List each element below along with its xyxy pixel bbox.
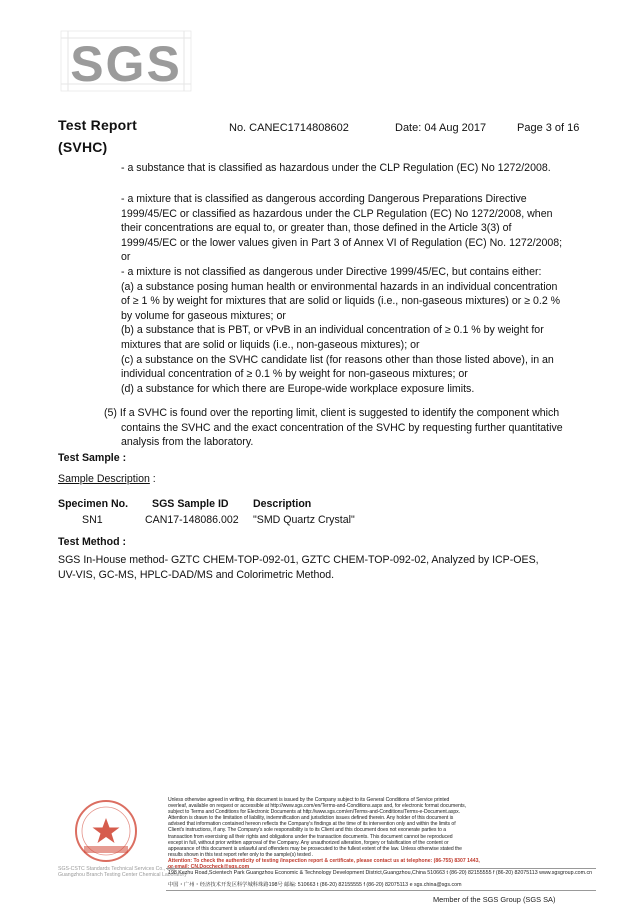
disclaimer-line: except in full, without prior written approval of the Company. Any unauthorized alteration, forgery or falsification of the content or (168, 839, 449, 846)
disclaimer-line: Attention is drawn to the limitation of liability, indemnification and jurisdiction issues defined therein. Any holder of this document is (168, 815, 454, 822)
criteria-line: (a) a substance posing human health or environmental hazards in an individual concentration (121, 280, 558, 293)
disclaimer-line: overleaf, available on request or accessible at http://www.sgs.com/en/Terms-and-Conditions.aspx and, for electronic format documents, (168, 803, 466, 810)
report-number: No. CANEC1714808602 (229, 122, 349, 134)
logo-text: SGS (70, 36, 182, 92)
sample-description-text: Sample Description (58, 473, 150, 485)
test-method-heading: Test Method : (58, 536, 127, 548)
disclaimer-line: transaction from exercising all their rights and obligations under the transaction documents. This document cannot be reproduced (168, 833, 453, 840)
member-line: Member of the SGS Group (SGS SA) (433, 895, 556, 904)
criteria-line: mixtures that are solid or liquids (i.e., non-gaseous mixtures); or (121, 338, 420, 351)
criteria-line: their concentrations are equal to, or greater than, those defined in the Article 3(3) of (121, 222, 512, 235)
criteria-line: 1999/45/EC or classified as hazardous under the CLP Regulation (EC) No 1272/2008, when (121, 207, 553, 220)
disclaimer (168, 797, 588, 870)
attention-email: or email: CN.Doccheck@sgs.com (168, 864, 250, 871)
table-cell-specimen: SN1 (82, 514, 103, 526)
stamp-line: Guangzhou Branch Testing Center Chemical Laboratory (58, 872, 187, 879)
report-date: Date: 04 Aug 2017 (395, 122, 487, 134)
note-5 (104, 406, 594, 450)
col-sgs-sample-id: SGS Sample ID (152, 498, 229, 510)
criteria-line: 1999/45/EC or the lower values given in Part 3 of Annex VI of Regulation (EC) No. 1272/2008; (121, 236, 563, 249)
report-subtitle: (SVHC) (58, 139, 108, 155)
criteria-line: (c) a substance on the SVHC candidate list (for reasons other than those listed above), in an (121, 353, 554, 366)
criteria-line: of ≥ 1 % by weight for mixtures that are solid or liquids (i.e., non-gaseous mixtures) or ≥ 0.2 % (121, 295, 561, 308)
sample-description-colon: : (149, 473, 156, 485)
criteria-line: (b) a substance that is PBT, or vPvB in an individual concentration of ≥ 0.1 % by weight for (121, 324, 544, 337)
criteria-line: or (121, 251, 131, 264)
test-sample-heading: Test Sample : (58, 452, 127, 464)
test-method-line: UV-VIS, GC-MS, HPLC-DAD/MS and Colorimetric Method. (58, 568, 335, 581)
disclaimer-line: results shown in this test report refer only to the sample(s) tested . (168, 851, 314, 858)
sgs-logo (60, 30, 192, 92)
disclaimer-line: Unless otherwise agreed in writing, this document is issued by the Company subject to its General Conditions of Service printed (168, 797, 450, 803)
disclaimer-line: appearance of this document is unlawful and offenders may be prosecuted to the fullest extent of the law. Unless otherwise stated the (168, 845, 462, 852)
criteria-line: - a mixture that is classified as dangerous according Dangerous Preparations Directive (121, 193, 527, 205)
page-number: Page 3 of 16 (517, 122, 580, 134)
company-stamp (56, 798, 156, 864)
criteria-line: - a substance that is classified as hazardous under the CLP Regulation (EC) No 1272/2008. (121, 162, 551, 174)
criteria-line: individual concentration of ≥ 0.1 % by weight for non-gaseous mixtures; or (121, 368, 468, 381)
sample-description-label (58, 472, 156, 487)
footer-divider (166, 868, 596, 869)
criteria-line: by volume for gaseous mixtures; or (121, 309, 286, 322)
criteria-line: (d) a substance for which there are Europe-wide workplace exposure limits. (121, 382, 475, 395)
note-line: analysis from the laboratory. (121, 436, 254, 449)
test-method-line: SGS In-House method- GZTC CHEM-TOP-092-01, GZTC CHEM-TOP-092-02, Analyzed by ICP-OES, (58, 554, 539, 566)
stamp-line: SGS-CSTC Standards Technical Services Co., Ltd. (58, 866, 176, 872)
note-line: contains the SVHC and the exact concentration of the SVHC by requesting further quantitative (121, 421, 563, 434)
col-specimen-no: Specimen No. (58, 498, 129, 510)
attention-line: Attention: To check the authenticity of testing /inspection report & certificate, please contact us at telephone: (86-755) 8307 1443, (168, 857, 480, 864)
disclaimer-line: subject to Terms and Conditions for Electronic Documents at http://www.sgs.com/en/Terms-and-Conditions/Terms-e-Document.aspx. (168, 809, 461, 816)
report-title: Test Report (58, 117, 137, 133)
criteria-line: - a mixture is not classified as dangerous under Directive 1999/45/EC, but contains either: (121, 265, 542, 278)
star-icon (93, 818, 120, 843)
test-method-text (58, 553, 539, 582)
disclaimer-line: advised that information contained hereon reflects the Company's findings at the time of its intervention only and within the limits of (168, 821, 456, 828)
col-description: Description (253, 498, 312, 510)
disclaimer-line: Client's instructions, if any. The Company's sole responsibility is to its Client and this document does not exonerate parties to a (168, 827, 447, 834)
table-cell-sample-id: CAN17-148086.002 (145, 514, 239, 526)
address-english: 198 Kezhu Road,Scientech Park Guangzhou Economic & Technology Development District,Guangzhou,China 510663 t (86-20) 82155555 f (86-20) 82075113 www.sgsgroup.com.cn (168, 870, 593, 876)
note-line: (5) If a SVHC is found over the reporting limit, client is suggested to identify the component which (104, 407, 560, 419)
footer-divider (166, 890, 596, 891)
table-cell-description: "SMD Quartz Crystal" (253, 514, 355, 526)
criteria-block (121, 192, 591, 396)
address-chinese: 中国・广州・经济技术开发区科学城科珠路198号 邮编: 510663 t (86-20) 82155555 f (86-20) 82075113 e sgs.china@sgs.com (168, 882, 462, 888)
